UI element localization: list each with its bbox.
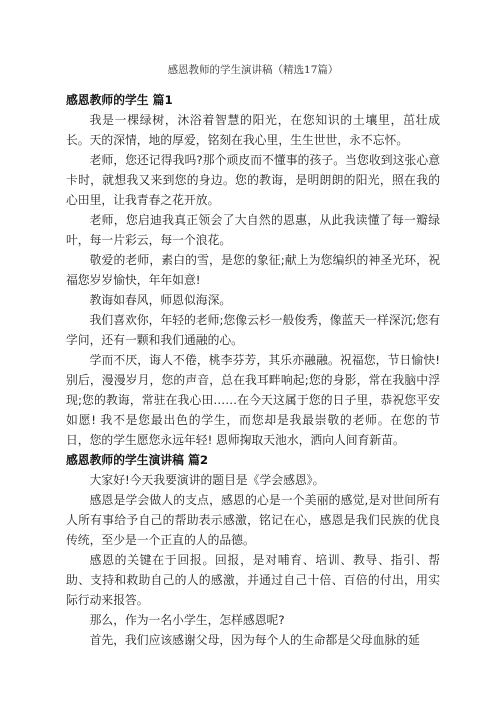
paragraph: 我是一棵绿树，沐浴着智慧的阳光，在您知识的土壤里，茁壮成长。天的深情，地的厚爱，铭刻在我心里，生生世世，永不忘怀。 bbox=[66, 113, 440, 147]
paragraph: 学而不厌，诲人不倦，桃李芬芳，其乐亦融融。祝福您，节日愉快! 别后，漫漫岁月，您的声音，总在我耳畔响起;您的身影，常在我脑中浮现;您的教诲，常驻在我心田……在今天这属于您的日子里，恭祝您平安如愿! 我不是您最出色的学生，而您却是我最崇敬的老师。在您的节日，您的学生愿您永远年轻! 恩师掬取天池水，洒向人间育新苗。 bbox=[66, 353, 440, 447]
paragraph: 老师，您启迪我真正领会了大自然的恩惠，从此我读懂了每一瓣绿叶，每一片彩云，每一个浪花。 bbox=[66, 213, 440, 247]
document-title: 感恩教师的学生演讲稿（精选17篇） bbox=[167, 64, 339, 76]
paragraph: 大家好!今天我要演讲的题目是《学会感恩》。 bbox=[89, 473, 325, 487]
section-heading: 感恩教师的学生 篇1 bbox=[66, 93, 173, 107]
section-heading: 感恩教师的学生演讲稿 篇2 bbox=[66, 453, 209, 467]
section-1 bbox=[66, 90, 440, 450]
paragraph: 感恩是学会做人的支点，感恩的心是一个美丽的感觉,是对世间所有人所有事给予自己的帮助表示感激，铭记在心，感恩是我们民族的优良传统，至少是一个正直的人的品德。 bbox=[66, 493, 440, 547]
paragraph: 首先，我们应该感谢父母，因为每个人的生命都是父母血脉的延 bbox=[89, 633, 420, 647]
section-2 bbox=[66, 450, 440, 650]
document-body bbox=[66, 90, 440, 650]
paragraph: 敬爱的老师，素白的雪，是您的象征;献上为您编织的神圣光环，祝福您岁岁愉快，年年如意! bbox=[66, 253, 440, 287]
paragraph: 我们喜欢你，年轻的老师;您像云杉一般俊秀，像蓝天一样深沉;您有学问，还有一颗和我们通融的心。 bbox=[66, 313, 440, 347]
paragraph: 那么，作为一名小学生，怎样感恩呢? bbox=[89, 613, 285, 627]
paragraph: 老师，您还记得我吗?那个顽皮而不懂事的孩子。当您收到这张心意卡时，就想我又来到您的身边。您的教诲，是明朗朗的阳光，照在我的心田里，让我青春之花开放。 bbox=[66, 153, 440, 207]
paragraph: 感恩的关键在于回报。回报，是对哺育、培训、教导、指引、帮助、支持和救助自己的人的感激，并通过自己十倍、百倍的付出，用实际行动来报答。 bbox=[66, 553, 440, 607]
paragraph: 教诲如春风，师恩似海深。 bbox=[89, 293, 232, 307]
